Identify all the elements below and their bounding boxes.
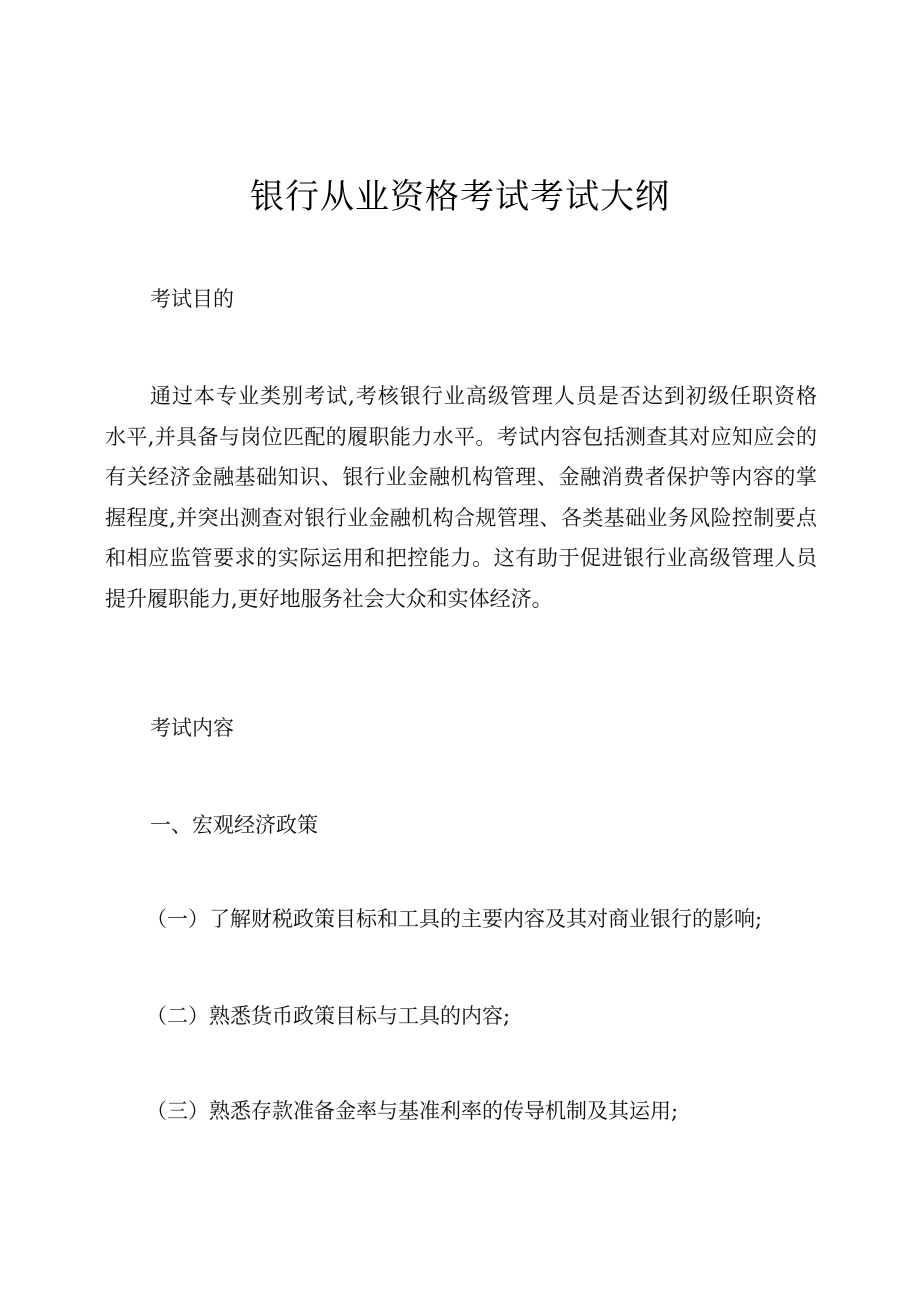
list-item: （三）熟悉存款准备金率与基准利率的传导机制及其运用; [146, 1099, 679, 1123]
list-item: （一）了解财税政策目标和工具的主要内容及其对商业银行的影响; [146, 907, 763, 931]
paragraph-line: 和相应监管要求的实际运用和把控能力。这有助于促进银行业高级管理人员 [105, 546, 817, 570]
document-title: 银行从业资格考试考试大纲 [250, 177, 670, 217]
paragraph-line: 水平,并具备与岗位匹配的履职能力水平。考试内容包括测查其对应知应会的 [105, 424, 817, 449]
section-heading-purpose: 考试目的 [150, 287, 234, 311]
list-item: （二）熟悉货币政策目标与工具的内容; [146, 1004, 511, 1028]
paragraph-line: 握程度,并突出测查对银行业金融机构合规管理、各类基础业务风险控制要点 [105, 505, 817, 530]
paragraph-line: 有关经济金融基础知识、银行业金融机构管理、金融消费者保护等内容的掌 [105, 465, 817, 489]
section-heading-content: 考试内容 [150, 716, 234, 740]
purpose-paragraph [105, 376, 817, 619]
part-one-heading: 一、宏观经济政策 [150, 813, 318, 837]
paragraph-line: 提升履职能力,更好地服务社会大众和实体经济。 [105, 586, 553, 611]
paragraph-line: 通过本专业类别考试,考核银行业高级管理人员是否达到初级任职资格 [150, 384, 817, 408]
